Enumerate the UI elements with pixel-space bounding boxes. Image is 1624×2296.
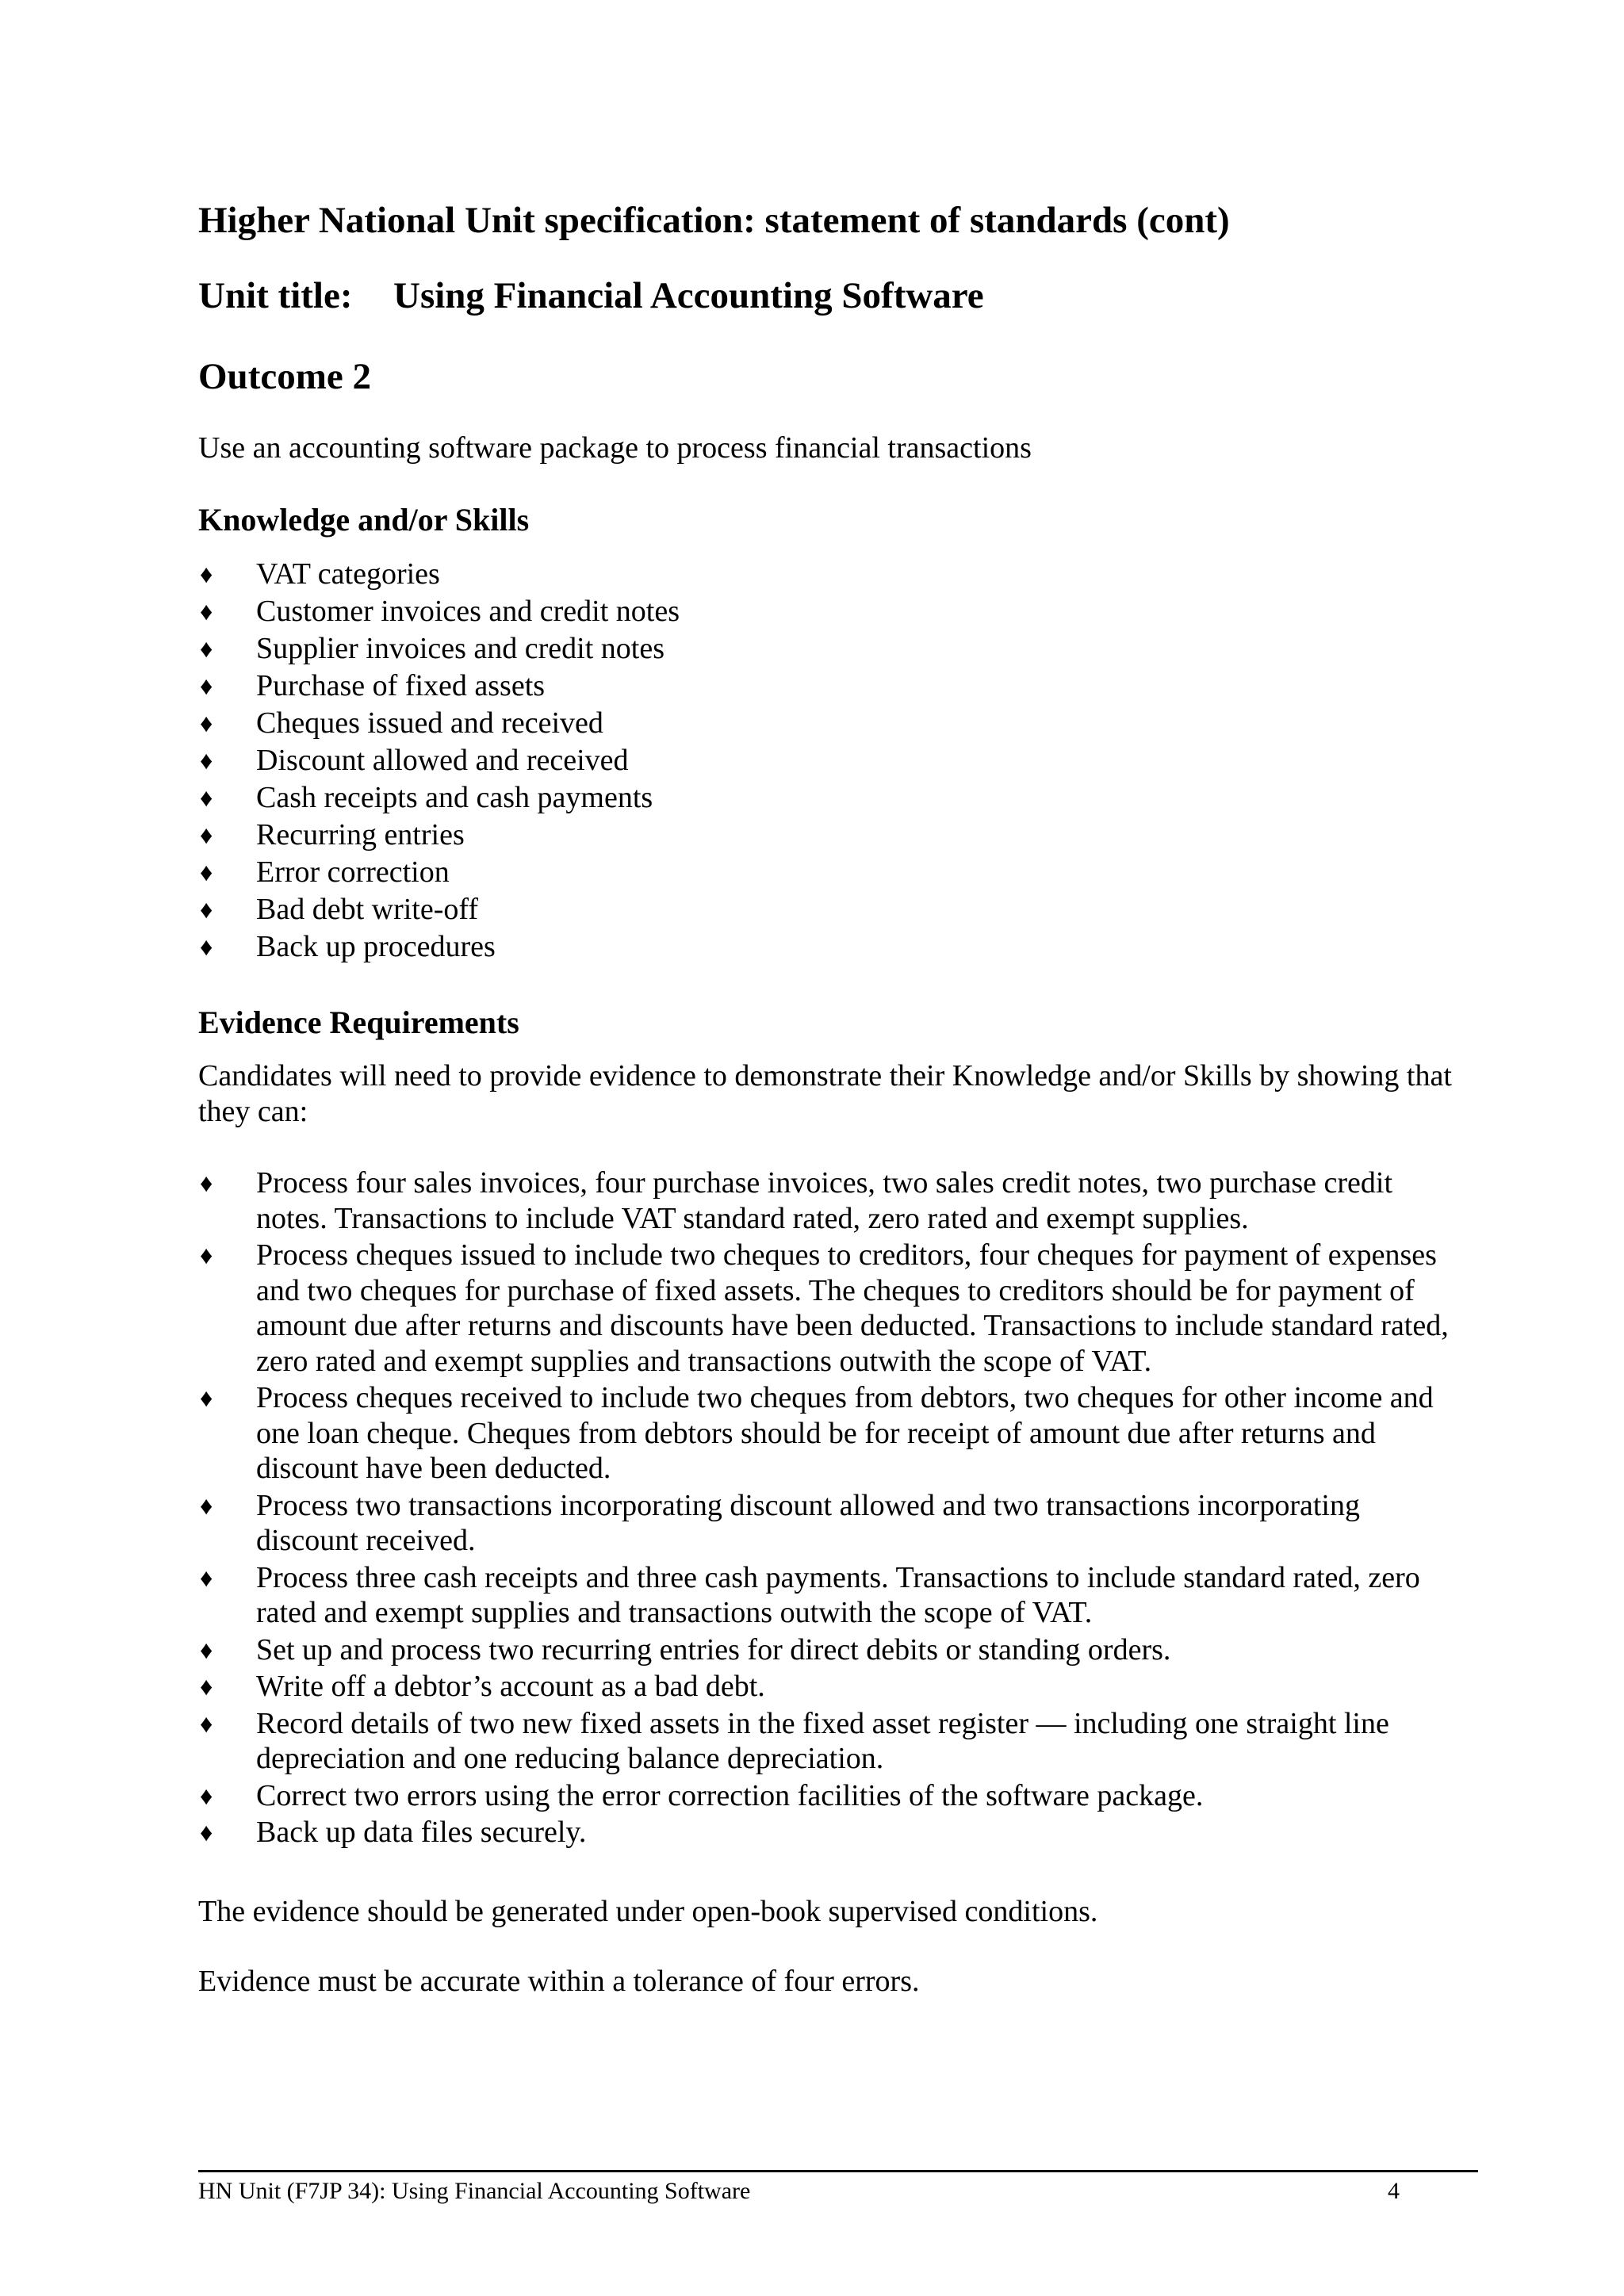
knowledge-skill-item [198,630,1388,668]
evidence-requirement-item [198,1380,1467,1487]
diamond-bullet-icon: ♦ [200,709,213,737]
knowledge-skill-item-text: Back up procedures [256,930,496,963]
knowledge-skill-item [198,779,1388,817]
footer-unit-reference: HN Unit (F7JP 34): Using Financial Accounting Software [198,2178,751,2204]
diamond-bullet-icon: ♦ [200,1490,213,1520]
evidence-requirement-item [198,1706,1467,1777]
evidence-requirement-item-text: Back up data files securely. [256,1816,587,1849]
knowledge-skill-item [198,668,1388,705]
evidence-requirements-heading: Evidence Requirements [198,1004,519,1040]
evidence-requirement-item-text: Write off a debtor’s account as a bad debt. [256,1670,765,1703]
unit-title-value: Using Financial Accounting Software [393,275,984,316]
knowledge-skill-item [198,928,1388,966]
knowledge-skill-item [198,817,1388,854]
evidence-requirement-item-text: Process cheques issued to include two cheques to creditors, four cheques for payment of expenses and two cheques for purchase of fixed assets. The cheques to creditors should be for payment of amount due after returns and discounts have been deducted. Transactions to include standard rated, zero rated and exempt supplies and transactions outwith the scope of VAT. [256,1238,1449,1378]
knowledge-skill-item [198,593,1388,630]
evidence-tolerance-paragraph: Evidence must be accurate within a tolerance of four errors. [198,1965,920,1998]
page-title: Higher National Unit specification: statement of standards (cont) [198,200,1230,241]
evidence-requirement-item-text: Process three cash receipts and three cash payments. Transactions to include standard rated, zero rated and exempt supplies and transactions outwith the scope of VAT. [256,1560,1420,1629]
knowledge-skill-item-text: Supplier invoices and credit notes [256,632,665,665]
evidence-requirement-item [198,1165,1467,1236]
diamond-bullet-icon: ♦ [200,821,213,849]
evidence-requirements-list [198,1165,1467,1852]
knowledge-skill-item-text: Customer invoices and credit notes [256,595,680,628]
diamond-bullet-icon: ♦ [200,858,213,886]
footer-page-number: 4 [1388,2178,1400,2204]
evidence-requirement-item [198,1488,1467,1559]
evidence-requirement-item [198,1238,1467,1379]
diamond-bullet-icon: ♦ [200,1709,213,1738]
knowledge-skill-item-text: Cheques issued and received [256,706,603,740]
evidence-requirement-item [198,1632,1467,1668]
knowledge-skill-item-text: VAT categories [256,557,440,591]
outcome-description: Use an accounting software package to process financial transactions [198,431,1032,465]
diamond-bullet-icon: ♦ [200,1635,213,1664]
knowledge-skill-item [198,556,1388,593]
evidence-requirement-item-text: Record details of two new fixed assets in the fixed asset register — including one straight line depreciation and one reducing balance depreciation. [256,1706,1389,1775]
evidence-requirement-item-text: Process two transactions incorporating discount allowed and two transactions incorporating discount received. [256,1488,1360,1557]
knowledge-skill-item-text: Cash receipts and cash payments [256,781,653,814]
diamond-bullet-icon: ♦ [200,1169,213,1197]
document-page [198,0,1459,2296]
knowledge-skills-list [198,556,1388,966]
diamond-bullet-icon: ♦ [200,1563,213,1592]
knowledge-skill-item-text: Bad debt write-off [256,893,478,926]
knowledge-skill-item-text: Purchase of fixed assets [256,669,546,702]
knowledge-skill-item [198,891,1388,928]
knowledge-skill-item [198,742,1388,779]
evidence-requirement-item-text: Correct two errors using the error correction facilities of the software package. [256,1778,1204,1812]
outcome-heading: Outcome 2 [198,356,371,397]
diamond-bullet-icon: ♦ [200,1383,213,1412]
evidence-requirement-item [198,1669,1467,1705]
diamond-bullet-icon: ♦ [200,672,213,700]
unit-title-label: Unit title: [198,275,353,316]
knowledge-skill-item-text: Error correction [256,855,450,889]
diamond-bullet-icon: ♦ [200,1781,213,1810]
diamond-bullet-icon: ♦ [200,1672,213,1701]
diamond-bullet-icon: ♦ [200,932,213,961]
unit-title [198,274,984,318]
evidence-requirement-item-text: Process cheques received to include two cheques from debtors, two cheques for other income and one loan cheque. Cheques from debtors should be for receipt of amount due after returns and discount have been deducted. [256,1381,1434,1485]
evidence-requirement-item [198,1815,1467,1850]
evidence-requirement-item [198,1778,1467,1814]
diamond-bullet-icon: ♦ [200,783,213,812]
knowledge-skill-item [198,705,1388,742]
knowledge-skill-item-text: Recurring entries [256,818,465,851]
knowledge-skill-item [198,854,1388,891]
diamond-bullet-icon: ♦ [200,1241,213,1269]
diamond-bullet-icon: ♦ [200,634,213,663]
evidence-conditions-paragraph: The evidence should be generated under open-book supervised conditions. [198,1895,1098,1928]
evidence-requirement-item [198,1560,1467,1631]
footer-divider [198,2170,1478,2172]
evidence-requirement-item-text: Set up and process two recurring entries for direct debits or standing orders. [256,1632,1171,1667]
evidence-intro: Candidates will need to provide evidence to demonstrate their Knowledge and/or Skills by showing that they can: [198,1059,1452,1128]
diamond-bullet-icon: ♦ [200,895,213,924]
evidence-requirement-item-text: Process four sales invoices, four purchase invoices, two sales credit notes, two purchase credit notes. Transactions to include VAT standard rated, zero rated and exempt supplies. [256,1166,1393,1235]
diamond-bullet-icon: ♦ [200,560,213,588]
diamond-bullet-icon: ♦ [200,1818,213,1846]
knowledge-skills-heading: Knowledge and/or Skills [198,502,530,538]
diamond-bullet-icon: ♦ [200,597,213,626]
knowledge-skill-item-text: Discount allowed and received [256,744,629,777]
diamond-bullet-icon: ♦ [200,746,213,775]
